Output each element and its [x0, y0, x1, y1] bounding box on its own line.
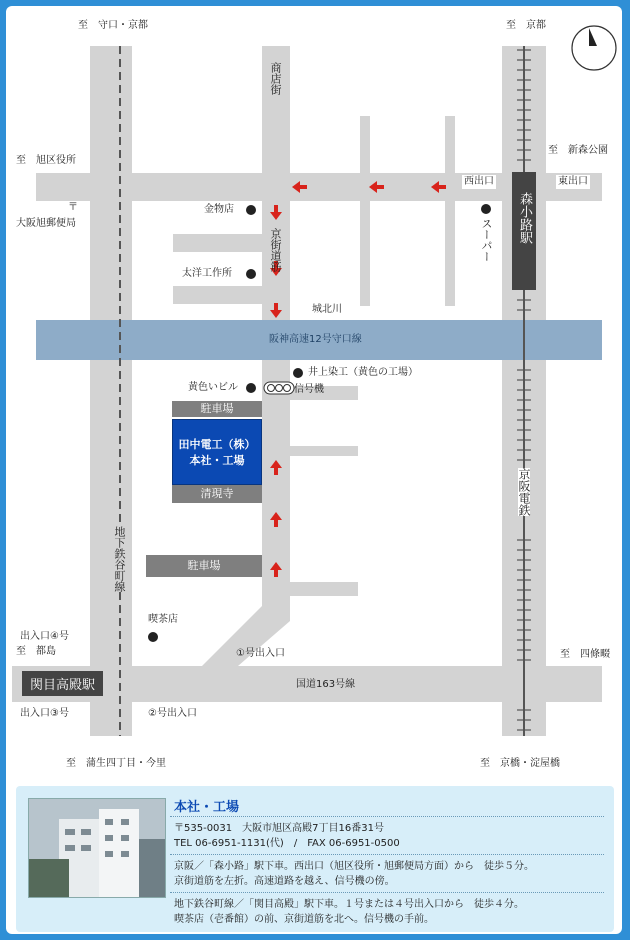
company-info-panel	[16, 786, 614, 932]
hardware-store-label: 金物店	[204, 204, 234, 215]
route-keihan-2: 京街道筋を左折。高速道路を越え、信号機の傍。	[174, 876, 395, 887]
temple-box: 清現寺	[172, 485, 262, 503]
route163-label: 国道163号線	[296, 679, 356, 690]
route-subway-2: 喫茶店（壱番館）の前、京街道筋を北へ。信号機の手前。	[174, 914, 434, 925]
yellow-building-label: 黄色いビル	[188, 382, 238, 393]
expressway-label: 阪神高速12号守口線	[269, 334, 362, 345]
road-short-2	[173, 286, 268, 304]
cafe-label: 喫茶店	[148, 614, 178, 625]
postal-address: 〒535-0031 大阪市旭区高殿7丁目16番31号	[174, 823, 384, 834]
road-side-2	[445, 116, 455, 306]
jokitagawa-label: 城北川	[312, 304, 342, 315]
route-arrows	[270, 181, 446, 577]
direction-kyoto: 至 京都	[506, 20, 546, 31]
direction-asahi-ward-office: 至 旭区役所	[16, 155, 76, 166]
direction-kyobashi: 至 京橋・淀屋橋	[480, 758, 560, 769]
supermarket-label: スーパー	[480, 218, 493, 262]
info-title: 本社・工場	[174, 800, 240, 815]
kyokaido-label: 京街道筋	[269, 228, 282, 272]
building-photo-image	[29, 799, 165, 897]
route-subway-1: 地下鉄谷町線／「関目高殿」駅下車。１号または４号出入口から 徒歩４分。	[174, 899, 524, 910]
direction-shinmori-park: 至 新森公園	[548, 145, 608, 156]
post-office-label: 大阪旭郵便局	[16, 218, 76, 229]
exit4-label: 出入口④号	[20, 631, 69, 642]
sekime-takadono-station[interactable]: 関目高殿駅	[22, 671, 103, 696]
direction-gamo: 至 蒲生四丁目・今里	[66, 758, 166, 769]
road-side-1	[360, 116, 370, 306]
map-frame	[6, 6, 622, 934]
exit1-label: ①号出入口	[236, 648, 285, 659]
separator	[170, 854, 604, 855]
route-keihan-1: 京阪／「森小路」駅下車。西出口（旭区役所・旭郵便局方面）から 徒歩５分。	[174, 861, 534, 872]
keihan-railway-label: 京阪電鉄	[517, 468, 531, 516]
separator	[170, 816, 604, 817]
inoue-dye-label: 井上染工（黄色の工場）	[308, 367, 418, 378]
shopping-street-label: 商店街	[269, 62, 282, 95]
direction-moriguchi-kyoto: 至 守口・京都	[78, 20, 148, 31]
exit3-label: 出入口③号	[20, 708, 69, 719]
phone-fax: TEL 06-6951-1131(代) / FAX 06-6951-0500	[174, 838, 400, 849]
building-photo	[28, 798, 166, 898]
hq-building[interactable]	[172, 419, 262, 485]
post-office-icon: 〒	[68, 202, 78, 213]
east-exit-label: 東出口	[558, 176, 588, 187]
morishoji-station-label[interactable]: 森小路駅	[517, 192, 532, 244]
signal-label: 信号機	[294, 384, 324, 395]
hq-subname: 本社・工場	[189, 454, 245, 467]
hq-name: 田中電工（株）	[178, 438, 256, 451]
direction-shijonawate: 至 四條畷	[560, 649, 610, 660]
west-exit-label: 西出口	[464, 176, 494, 187]
road-short-1	[173, 234, 268, 252]
compass-icon	[572, 26, 616, 70]
subway-line-label: 地下鉄谷町線	[113, 526, 126, 592]
taiyo-works-label: 太洋工作所	[182, 268, 232, 279]
road-short-4	[290, 446, 358, 456]
separator	[170, 892, 604, 893]
direction-miyakojima: 至 都島	[16, 646, 56, 657]
road-short-5	[290, 582, 358, 596]
parking-1: 駐車場	[172, 401, 262, 417]
road-subway-avenue	[90, 46, 132, 736]
parking-2: 駐車場	[146, 555, 262, 577]
traffic-signal-icon	[264, 382, 294, 394]
exit2-label: ②号出入口	[148, 708, 197, 719]
